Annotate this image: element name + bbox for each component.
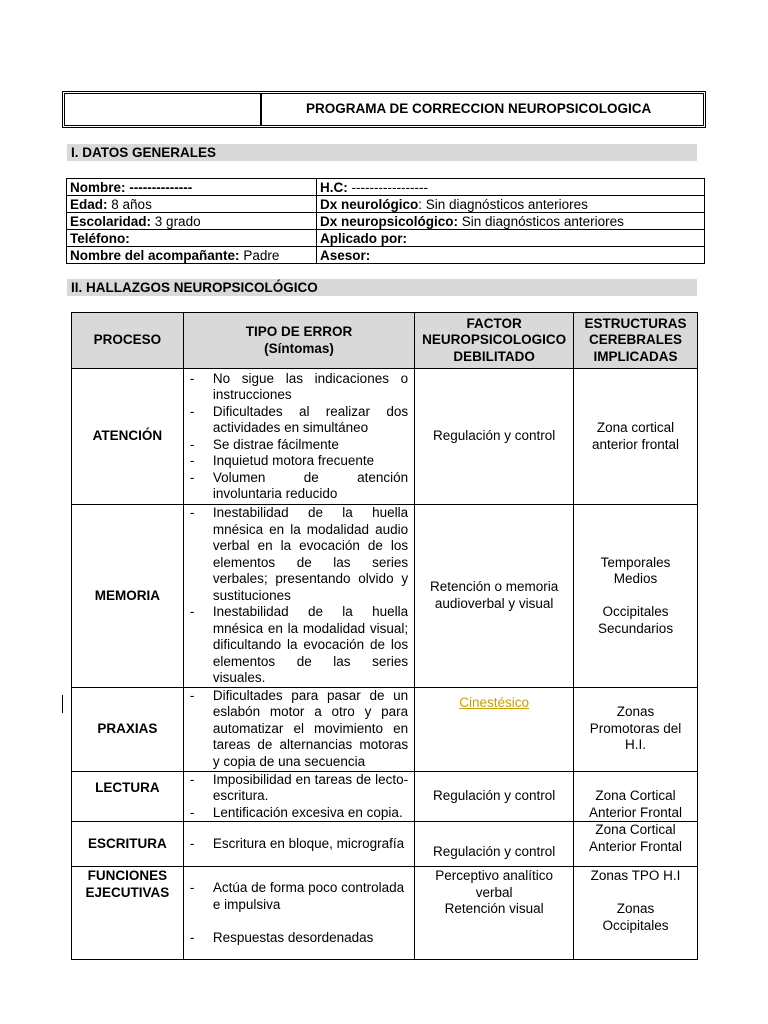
- estructuras-line: Occipitales: [602, 917, 669, 933]
- estructuras-line: anterior frontal: [592, 436, 680, 452]
- estructuras-praxias: [574, 687, 698, 771]
- nombre-cell: [67, 179, 317, 196]
- table-row: [72, 771, 698, 822]
- estructuras-line: Anterior Frontal: [589, 804, 683, 820]
- text-cursor: [62, 695, 63, 713]
- factor-escritura: Regulación y control: [415, 822, 574, 867]
- document-title-box: [62, 91, 706, 128]
- proceso-funciones-ejecutivas: [72, 867, 184, 960]
- dx-neurologico-label: Dx neurológico: [320, 196, 419, 212]
- factor-line: Retención visual: [444, 901, 544, 916]
- proceso-praxias: PRAXIAS: [72, 687, 184, 771]
- estructuras-line: Zonas: [616, 704, 655, 720]
- table-row: [72, 822, 698, 867]
- list-item: [189, 437, 408, 454]
- header-tipo-line1: TIPO DE ERROR: [245, 324, 353, 339]
- factor-lectura: Regulación y control: [415, 771, 574, 822]
- factor-link-cinestesico[interactable]: Cinestésico: [459, 694, 530, 710]
- table-row: [67, 179, 705, 196]
- hc-label: H.C:: [320, 179, 348, 195]
- symptom-text: Inquietud motora frecuente: [212, 453, 375, 468]
- sintomas-atencion: [183, 369, 414, 505]
- sintomas-funciones-ejecutivas: [183, 867, 414, 960]
- header-proceso: PROCESO: [72, 313, 184, 369]
- table-row: [67, 213, 705, 230]
- header-estr-line1: ESTRUCTURAS: [584, 315, 687, 331]
- list-item: [189, 371, 408, 404]
- dash-bullet: -: [189, 880, 195, 896]
- telefono-cell: [67, 230, 317, 247]
- estructuras-escritura: [574, 822, 698, 867]
- estructuras-line: Zonas: [616, 901, 655, 916]
- edad-label: Edad:: [70, 196, 108, 212]
- proceso-line: EJECUTIVAS: [85, 884, 170, 900]
- escolaridad-cell: [67, 213, 317, 230]
- factor-atencion: Regulación y control: [415, 369, 574, 505]
- proceso-atencion: ATENCIÓN: [72, 369, 184, 505]
- acompanante-value: Padre: [243, 247, 280, 263]
- symptom-text: Dificultades al realizar dos actividades en simultáneo: [212, 403, 409, 435]
- symptom-list: [189, 371, 408, 503]
- symptom-text: Inestabilidad de la huella mnésica en la modalidad visual; dificultando la evocación de los elementos de las series visuales.: [212, 604, 409, 685]
- dash-bullet: -: [189, 469, 195, 485]
- dash-bullet: -: [189, 687, 195, 703]
- factor-line: Perceptivo analítico: [435, 868, 554, 883]
- sintomas-memoria: [183, 505, 414, 688]
- symptom-text: Dificultades para pasar de un eslabón motor a otro y para automatizar el movimiento en tareas de alternancias motoras y copia de una secuencia: [212, 687, 409, 769]
- list-item: [189, 880, 408, 913]
- estructuras-line: Medios: [613, 571, 658, 586]
- table-row: [72, 867, 698, 960]
- dash-bullet: -: [189, 604, 195, 619]
- table-row: [72, 369, 698, 505]
- dx-neurologico-cell: [317, 196, 705, 213]
- dx-neurologico-value: : Sin diagnósticos anteriores: [418, 196, 588, 212]
- section-header-hallazgos: II. HALLAZGOS NEUROPSICOLÓGICO: [67, 279, 697, 296]
- header-tipo-line2: (Síntomas): [264, 340, 334, 356]
- estructuras-line: Secundarios: [598, 620, 674, 636]
- symptom-text: No sigue las indicaciones o instrucciones: [212, 370, 409, 402]
- table-row: [67, 230, 705, 247]
- section-header-datos-generales: I. DATOS GENERALES: [67, 144, 697, 161]
- dx-neuropsicologico-value: Sin diagnósticos anteriores: [461, 213, 624, 229]
- symptom-text: Escritura en bloque, micrografía: [212, 835, 405, 851]
- edad-value: 8 años: [111, 196, 152, 212]
- dash-bullet: -: [189, 505, 195, 520]
- table-header-row: [72, 313, 698, 369]
- dash-bullet: -: [189, 835, 195, 851]
- estructuras-atencion: [574, 369, 698, 505]
- list-spacer: [189, 913, 408, 930]
- symptom-text: Respuestas desordenadas: [212, 930, 374, 946]
- estructuras-line: Occipitales: [602, 604, 669, 619]
- factor-line: audioverbal y visual: [434, 595, 554, 611]
- proceso-lectura: LECTURA: [72, 771, 184, 822]
- dash-bullet: -: [189, 930, 195, 946]
- estructuras-line: Promotoras del: [589, 720, 682, 736]
- nombre-label: Nombre:: [70, 179, 126, 195]
- dx-neuropsicologico-label: Dx neuropsicológico:: [320, 213, 459, 229]
- symptom-text: Lentificación excesiva en copia.: [212, 804, 403, 820]
- sintomas-lectura: [183, 771, 414, 822]
- estructuras-line: Zonas TPO H.I: [590, 868, 681, 883]
- list-item: [189, 688, 408, 771]
- symptom-text: Volumen de atención involuntaria reducido: [212, 469, 409, 501]
- header-factor-line1: FACTOR: [466, 315, 522, 331]
- asesor-label: Asesor:: [320, 247, 371, 263]
- escolaridad-value: 3 grado: [154, 213, 201, 229]
- factor-praxias: [415, 687, 574, 771]
- escolaridad-label: Escolaridad:: [70, 213, 152, 229]
- header-estr-line3: IMPLICADAS: [593, 348, 678, 364]
- estructuras-lectura: [574, 771, 698, 822]
- proceso-memoria: MEMORIA: [72, 505, 184, 688]
- symptom-text: Actúa de forma poco controlada e impulsiva: [212, 880, 405, 912]
- general-data-table: [66, 178, 705, 264]
- symptom-text: Se distrae fácilmente: [212, 436, 339, 452]
- symptom-list: [189, 880, 408, 947]
- table-row: [67, 196, 705, 213]
- dash-bullet: -: [189, 436, 195, 452]
- proceso-line: FUNCIONES: [87, 868, 168, 883]
- estructuras-line: Anterior Frontal: [589, 838, 683, 854]
- factor-memoria: [415, 505, 574, 688]
- list-item: [189, 505, 408, 604]
- symptom-text: Inestabilidad de la huella mnésica en la modalidad audio verbal en la evocación de los elementos de las series verbales; presentando olvido y sustituciones: [212, 505, 409, 603]
- dash-bullet: -: [189, 370, 195, 386]
- hc-value: -----------------: [351, 179, 428, 195]
- list-item: [189, 453, 408, 470]
- factor-line: verbal: [475, 884, 513, 900]
- symptom-list: [189, 688, 408, 771]
- title-left-cell: [65, 94, 262, 125]
- list-item: [189, 404, 408, 437]
- proceso-escritura: ESCRITURA: [72, 822, 184, 867]
- aplicado-label: Aplicado por:: [320, 230, 407, 246]
- dash-bullet: -: [189, 804, 195, 820]
- dash-bullet: -: [189, 403, 195, 419]
- nombre-value: --------------: [129, 179, 193, 195]
- estructuras-line: Zona Cortical: [595, 788, 676, 803]
- estructuras-memoria: [574, 505, 698, 688]
- header-tipo-error: [183, 313, 414, 369]
- header-factor-line3: DEBILITADO: [453, 348, 535, 364]
- findings-table: [71, 312, 698, 960]
- aplicado-cell: [317, 230, 705, 247]
- hc-cell: [317, 179, 705, 196]
- estructuras-funciones-ejecutivas: [574, 867, 698, 960]
- estructuras-line: Temporales: [600, 554, 671, 570]
- header-factor: [415, 313, 574, 369]
- list-item: [189, 772, 408, 805]
- sintomas-praxias: [183, 687, 414, 771]
- edad-cell: [67, 196, 317, 213]
- factor-funciones-ejecutivas: [415, 867, 574, 960]
- sintomas-escritura: [183, 822, 414, 867]
- dx-neuropsicologico-cell: [317, 213, 705, 230]
- symptom-text: Imposibilidad en tareas de lecto-escritura.: [212, 771, 409, 803]
- symptom-list: [189, 836, 408, 853]
- table-row: [72, 687, 698, 771]
- list-item: [189, 930, 408, 947]
- estructuras-line: H.I.: [625, 737, 647, 753]
- table-row: [67, 247, 705, 264]
- table-row: [72, 505, 698, 688]
- list-item: [189, 470, 408, 503]
- acompanante-cell: [67, 247, 317, 264]
- list-item: [189, 805, 408, 822]
- list-item: [189, 604, 408, 687]
- symptom-list: [189, 505, 408, 687]
- dash-bullet: -: [189, 453, 195, 468]
- header-estructuras: [574, 313, 698, 369]
- header-estr-line2: CEREBRALES: [589, 332, 683, 348]
- estructuras-line: Zona cortical: [596, 420, 675, 435]
- factor-line: Retención o memoria: [429, 579, 559, 595]
- dash-bullet: -: [189, 771, 195, 787]
- dash-spacer: [189, 913, 213, 930]
- asesor-cell: [317, 247, 705, 264]
- telefono-label: Teléfono:: [70, 230, 130, 246]
- acompanante-label: Nombre del acompañante:: [70, 247, 240, 263]
- list-item: [189, 836, 408, 853]
- header-factor-line2: NEUROPSICOLOGICO: [422, 332, 567, 348]
- symptom-list: [189, 772, 408, 822]
- document-title: PROGRAMA DE CORRECCION NEUROPSICOLOGICA: [306, 101, 652, 117]
- estructuras-line: Zona Cortical: [595, 822, 676, 837]
